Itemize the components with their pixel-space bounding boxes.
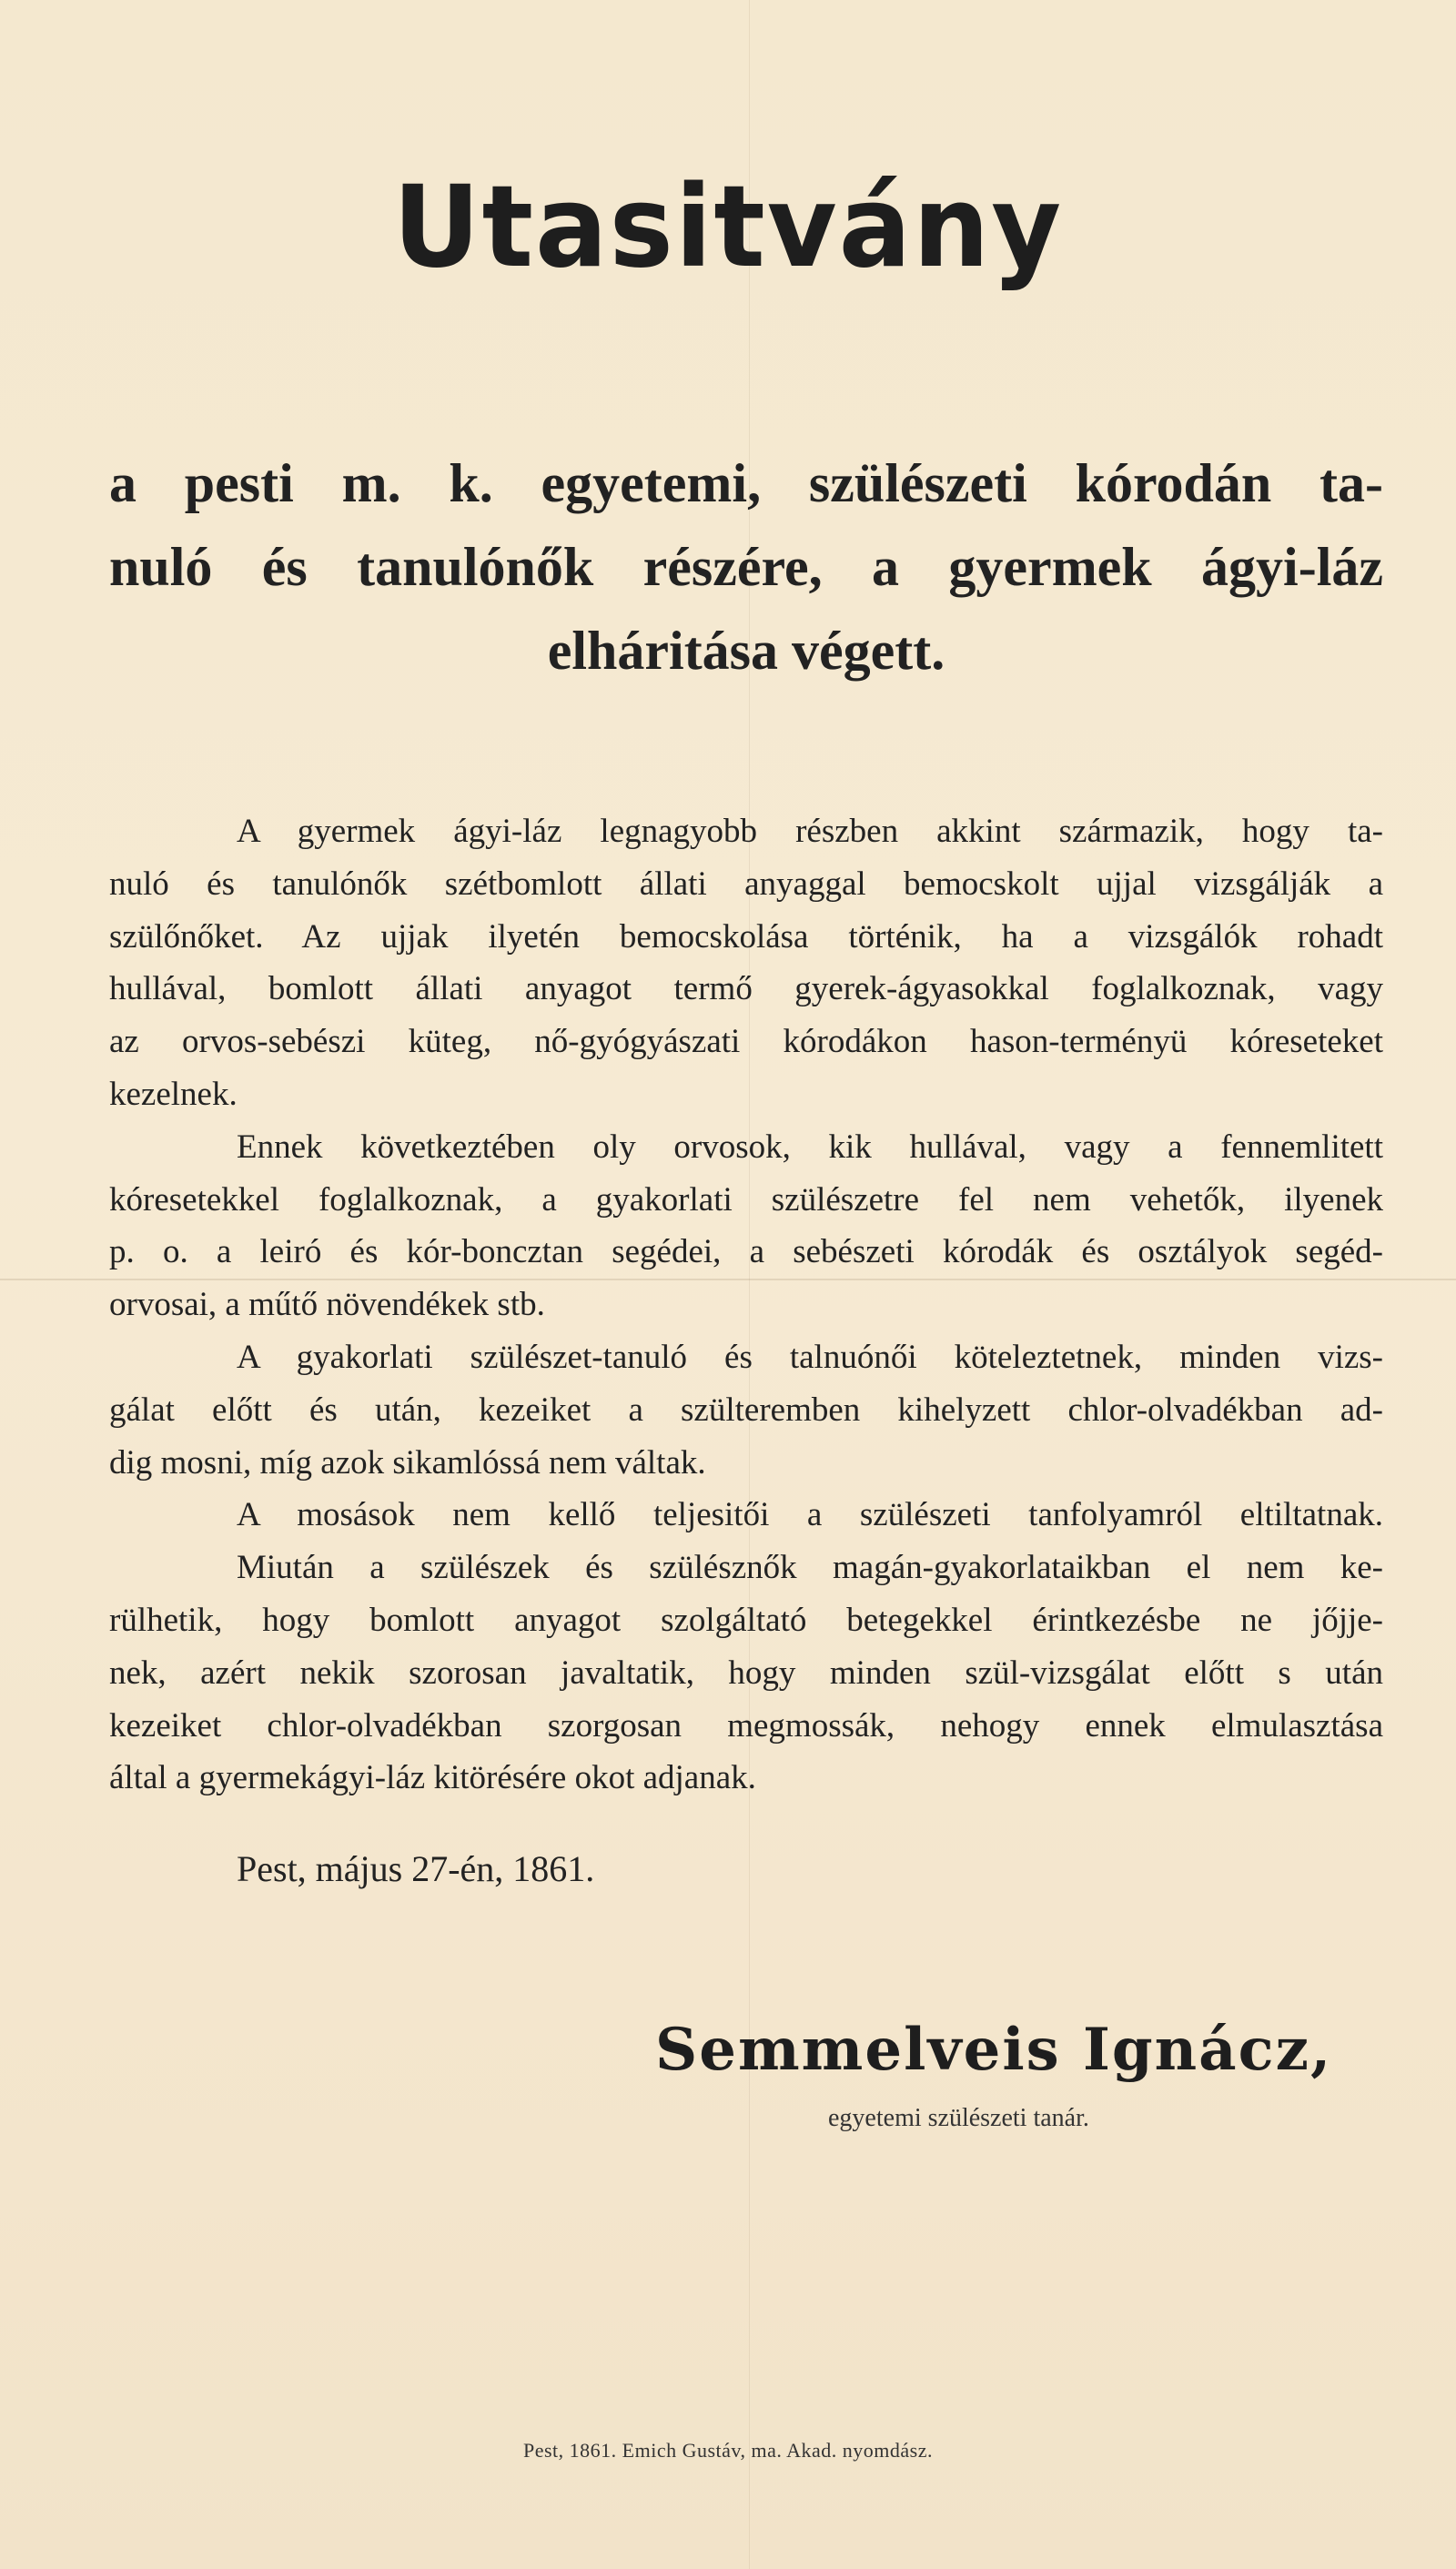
- body-line: dig mosni, míg azok sikamlóssá nem váltak.: [109, 1443, 706, 1482]
- body-line: szülőnőket. Az ujjak ilyetén bemocskolása történik, ha a vizsgálók rohadt: [109, 917, 1383, 956]
- body-line: nuló és tanulónők szétbomlott állati anyaggal bemocskolt ujjal vizsgálják a: [109, 865, 1383, 903]
- body-line: kezelnek.: [109, 1075, 238, 1113]
- body-line: hullával, bomlott állati anyagot termő gyerek-ágyasokkal foglalkoznak, vagy: [109, 970, 1383, 1008]
- body-line: által a gyermekágyi-láz kitörésére okot adjanak.: [109, 1759, 756, 1797]
- subtitle-line: nuló és tanulónők részére, a gyermek ágyi-láz: [109, 537, 1383, 597]
- body-line: rülhetik, hogy bomlott anyagot szolgáltató betegekkel érintkezésbe ne jőjje-: [109, 1601, 1383, 1639]
- body-line: p. o. a leiró és kór-boncztan segédei, a sebészeti kórodák és osztályok segéd-: [109, 1233, 1383, 1271]
- body-line: A gyermek ágyi-láz legnagyobb részben akkint származik, hogy ta-: [237, 813, 1383, 850]
- body-line: Ennek következtében oly orvosok, kik hullával, vagy a fennemlitett: [237, 1128, 1383, 1166]
- document-title: Utasitvány: [392, 160, 1064, 293]
- body-line: az orvos-sebészi küteg, nő-gyógyászati kórodákon hason-terményü kóreseteket: [109, 1023, 1383, 1061]
- body-line: A gyakorlati szülészet-tanuló és talnuónői köteleztetnek, minden vizs-: [237, 1338, 1383, 1376]
- signature-name: Semmelveis Ignácz,: [655, 2016, 1333, 2084]
- subtitle-line: elháritása végett.: [547, 621, 945, 681]
- body-line: kóresetekkel foglalkoznak, a gyakorlati szülészetre fel nem vehetők, ilyenek: [109, 1180, 1383, 1219]
- subtitle-line: a pesti m. k. egyetemi, szülészeti kórodán ta-: [109, 453, 1383, 513]
- document-date: Pest, május 27-én, 1861.: [237, 1848, 595, 1889]
- document-subtitle: [109, 441, 1383, 693]
- body-line: gálat előtt és után, kezeiket a szülteremben kihelyzett chlor-olvadékban ad-: [109, 1391, 1383, 1429]
- body-line: nek, azért nekik szorosan javaltatik, hogy minden szül-vizsgálat előtt s után: [109, 1654, 1383, 1692]
- printer-imprint: Pest, 1861. Emich Gustáv, ma. Akad. nyomdász.: [522, 2439, 934, 2462]
- body-line: A mosások nem kellő teljesitői a szülészeti tanfolyamról eltiltatnak.: [237, 1496, 1383, 1534]
- body-line: orvosai, a műtő növendékek stb.: [109, 1286, 545, 1324]
- document-body: [109, 805, 1383, 1805]
- body-line: kezeiket chlor-olvadékban szorgosan megmossák, nehogy ennek elmulasztása: [109, 1706, 1383, 1745]
- signature-title: egyetemi szülészeti tanár.: [828, 2104, 1089, 2132]
- body-line: Miután a szülészek és szülésznők magán-gyakorlataikban el nem ke-: [237, 1549, 1383, 1587]
